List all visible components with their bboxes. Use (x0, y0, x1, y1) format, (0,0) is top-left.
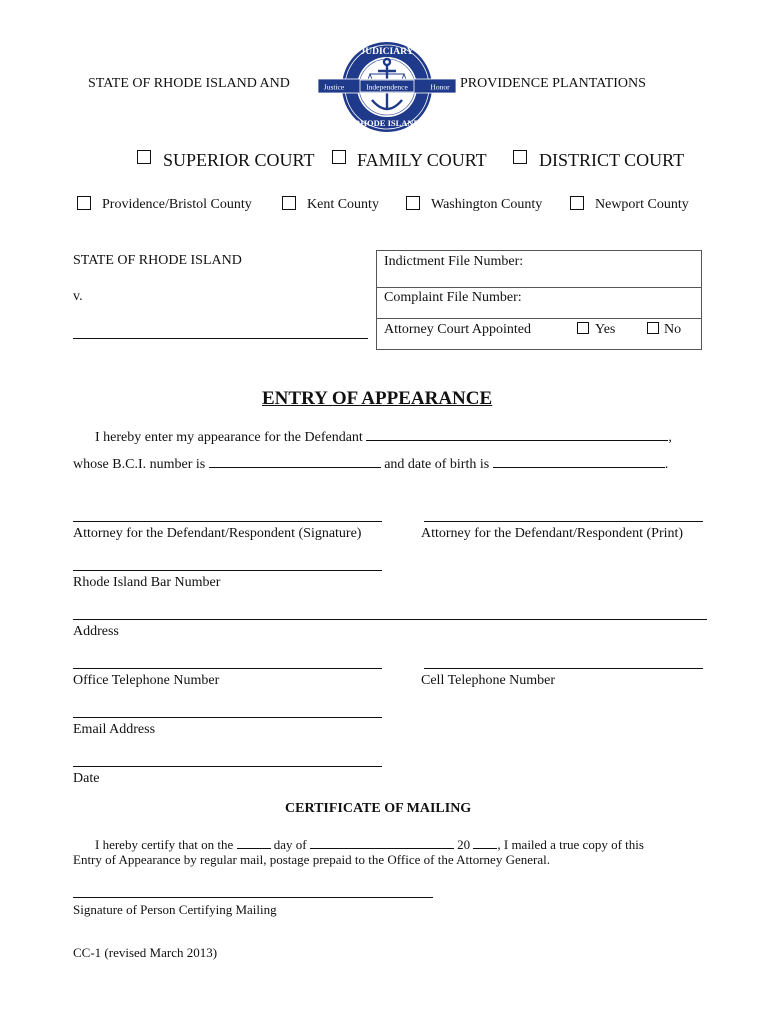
form-footer: CC-1 (revised March 2013) (73, 945, 218, 960)
county-label-washington: Washington County (431, 197, 543, 212)
office-phone-line[interactable] (73, 668, 382, 669)
appointed-yes-label: Yes (595, 322, 616, 337)
certificate-line-2: Entry of Appearance by regular mail, postage prepaid to the Office of the Attorney General. (73, 852, 550, 867)
header-right-text: PROVIDENCE PLANTATIONS (460, 76, 646, 91)
checkbox-appointed-no[interactable] (647, 322, 659, 334)
appointed-no-label: No (664, 322, 682, 337)
appearance-line-1 (95, 428, 672, 446)
dob-period: . (664, 457, 669, 472)
certifier-signature-line[interactable] (73, 897, 433, 898)
appearance-line-2 (73, 455, 668, 473)
defendant-name-line[interactable] (73, 338, 368, 339)
email-label: Email Address (73, 722, 156, 737)
bar-number-line[interactable] (73, 570, 382, 571)
defendant-field[interactable] (366, 428, 668, 441)
appearance-prefix: I hereby enter my appearance for the Defendant (95, 430, 363, 445)
county-label-providence: Providence/Bristol County (102, 197, 252, 212)
checkbox-newport[interactable] (570, 196, 584, 210)
checkbox-district-court[interactable] (513, 150, 527, 164)
court-label-district: DISTRICT COURT (539, 150, 685, 170)
county-label-newport: Newport County (595, 197, 689, 212)
seal-banner-center: Independence (366, 82, 408, 92)
address-line[interactable] (73, 619, 707, 620)
cert-text-4: , I mailed a true copy of this (497, 837, 644, 852)
cell-phone-line[interactable] (424, 668, 703, 669)
seal-banner-left: Justice (323, 82, 345, 92)
cert-month-field[interactable] (310, 836, 454, 849)
signature-label: Attorney for the Defendant/Respondent (Signature) (73, 526, 362, 541)
address-label: Address (73, 624, 119, 639)
checkbox-kent[interactable] (282, 196, 296, 210)
court-label-superior: SUPERIOR COURT (163, 150, 315, 170)
seal-banner-right: Honor (430, 82, 450, 92)
certificate-heading: CERTIFICATE OF MAILING (285, 801, 472, 816)
date-label: Date (73, 771, 100, 786)
appearance-comma: , (668, 430, 672, 445)
email-line[interactable] (73, 717, 382, 718)
caption-state: STATE OF RHODE ISLAND (73, 253, 242, 268)
bar-number-label: Rhode Island Bar Number (73, 575, 221, 590)
caption-versus: v. (73, 289, 83, 304)
cert-day-field[interactable] (237, 836, 271, 849)
seal-top-text: JUDICIARY (360, 47, 414, 57)
certifier-signature-label: Signature of Person Certifying Mailing (73, 902, 277, 917)
court-label-family: FAMILY COURT (357, 150, 487, 170)
date-line[interactable] (73, 766, 382, 767)
bci-number-field[interactable] (209, 455, 381, 468)
checkbox-washington[interactable] (406, 196, 420, 210)
complaint-file-label: Complaint File Number: (384, 290, 522, 305)
judiciary-seal (314, 40, 460, 134)
page-title: ENTRY OF APPEARANCE (262, 388, 493, 409)
checkbox-family-court[interactable] (332, 150, 346, 164)
cert-text-3: 20 (457, 837, 471, 852)
indictment-file-label: Indictment File Number: (384, 254, 524, 269)
cert-text-2: day of (273, 837, 307, 852)
county-label-kent: Kent County (307, 197, 379, 212)
cert-year-field[interactable] (473, 836, 497, 849)
office-phone-label: Office Telephone Number (73, 673, 220, 688)
print-name-label: Attorney for the Defendant/Respondent (Print) (421, 526, 684, 541)
certificate-line-1 (95, 836, 644, 853)
cert-text-1: I hereby certify that on the (95, 837, 234, 852)
dob-prefix: and date of birth is (384, 457, 490, 472)
signature-line[interactable] (73, 521, 382, 522)
header-left-text: STATE OF RHODE ISLAND AND (88, 76, 290, 91)
checkbox-superior-court[interactable] (137, 150, 151, 164)
seal-bottom-text: RHODE ISLAND (354, 118, 420, 128)
dob-field[interactable] (493, 455, 665, 468)
cell-phone-label: Cell Telephone Number (421, 673, 556, 688)
attorney-appointed-label: Attorney Court Appointed (384, 322, 531, 337)
print-name-line[interactable] (424, 521, 703, 522)
checkbox-appointed-yes[interactable] (577, 322, 589, 334)
checkbox-providence-bristol[interactable] (77, 196, 91, 210)
bci-prefix: whose B.C.I. number is (73, 457, 206, 472)
